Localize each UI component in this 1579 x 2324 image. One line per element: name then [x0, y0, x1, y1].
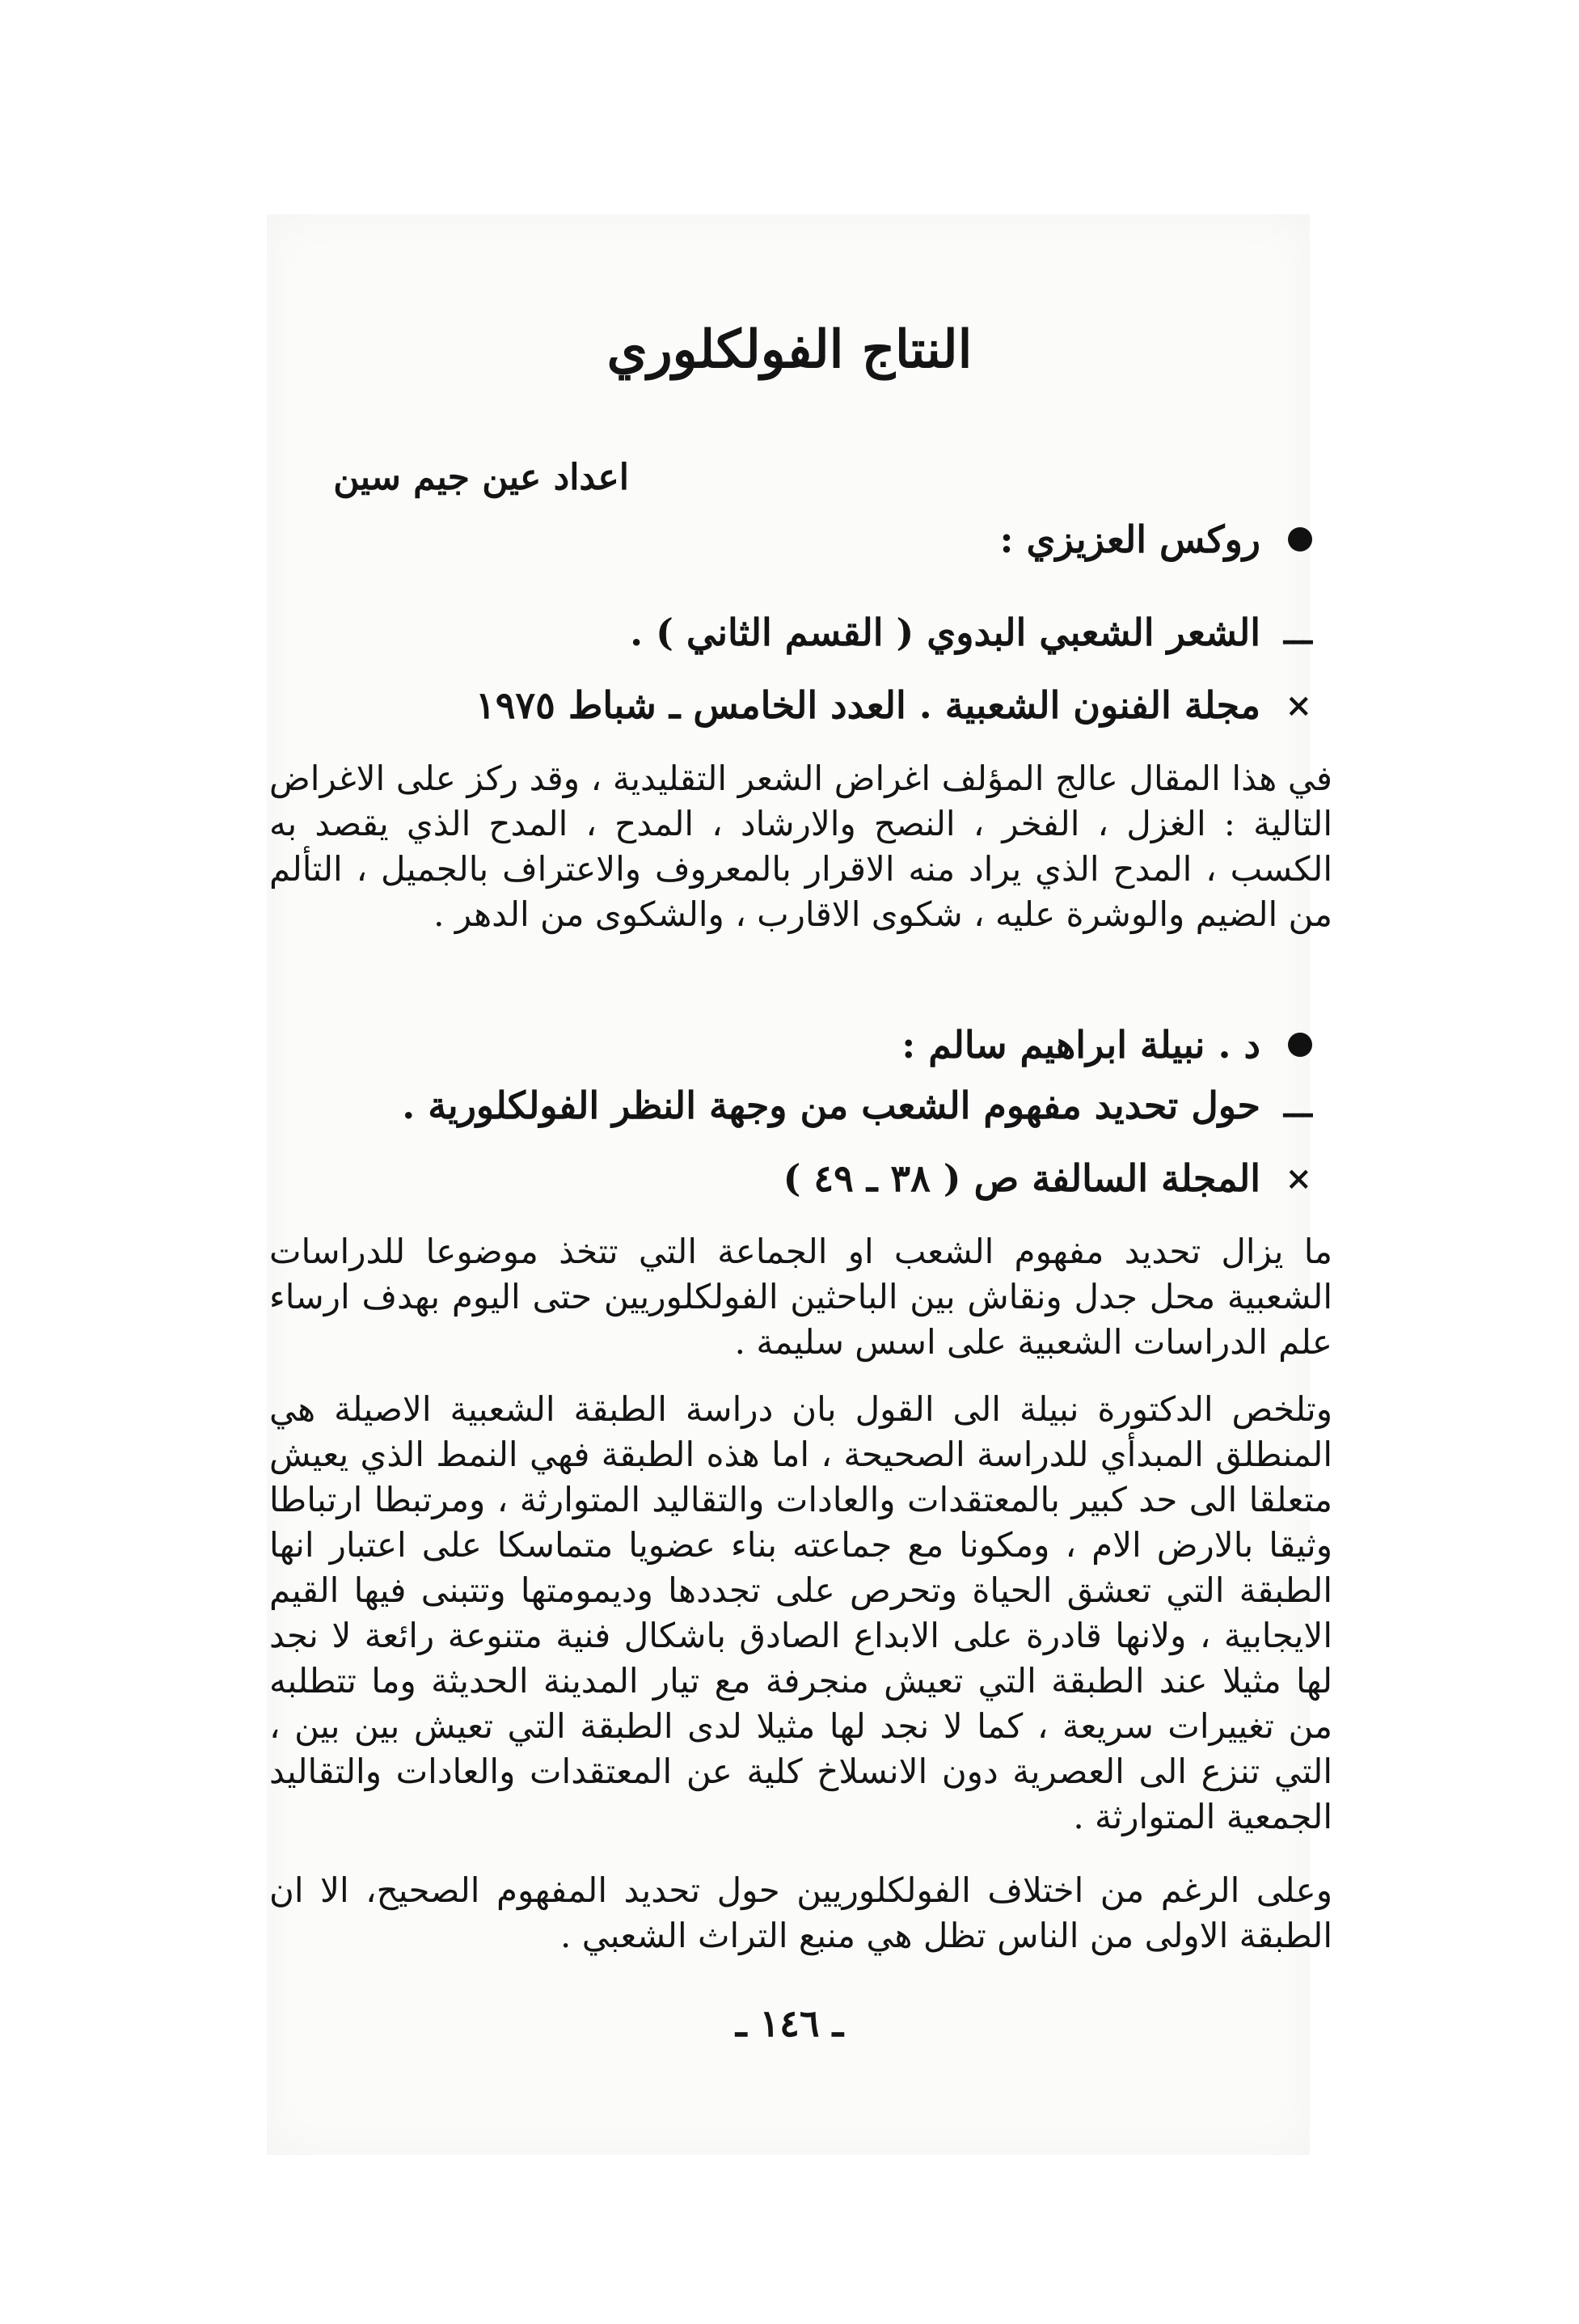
entry-2-paragraph-2: وتلخص الدكتورة نبيلة الى القول بان دراسة الطبقة الشعبية الاصيلة هي المنطلق المبدأي للدراسة الصحيحة ، اما هذه الطبقة فهي النمط الذي يعيش متعلقا الى حد كبير بالمعتقدات والعادات والتقاليد المتوارثة ، ومرتبطا ارتباطا وثيقا بالارض الام ، ومكونا مع جماعته بناء عضويا متماسكا على اعتبار انها الطبقة التي تعشق الحياة وتحرص على تجددها وديمومتها وتتبنى فيها القيم الايجابية ، ولانها قادرة على الابداع الصادق باشكال فنية متنوعة رائعة لا نجد لها مثيلا عند الطبقة التي تعيش منجرفة مع تيار المدينة الحديثة وما تتطلبه من تغييرات سريعة ، كما لا نجد لها مثيلا لدى الطبقة التي تعيش بين بين ، التي تنزع الى العصرية دون الانسلاخ كلية عن المعتقدات والعادات والتقاليد الجمعية المتوارثة . [269, 1389, 1333, 1836]
page-title: النتاج الفولكلوري [606, 319, 973, 380]
bullet-dot-icon [1288, 1033, 1312, 1057]
author-name: د . نبيلة ابراهيم سالم : [901, 1023, 1260, 1067]
entry-1-source [475, 683, 1312, 727]
page-number: ـ ١٤٦ ـ [735, 2001, 844, 2045]
cross-icon: × [1285, 686, 1312, 725]
cross-icon: × [1285, 1159, 1312, 1198]
entry-2-paragraph-1: ما يزال تحديد مفهوم الشعب او الجماعة التي تتخذ موضوعا للدراسات الشعبية محل جدل ونقاش بين الباحثين الفولكلوريين حتى اليوم بهدف ارساء علم الدراسات الشعبية على اسس سليمة . [269, 1232, 1332, 1362]
bullet-dot-icon [1288, 527, 1312, 551]
entry-1-paragraph-1: في هذا المقال عالج المؤلف اغراض الشعر التقليدية ، وقد ركز على الاغراض التالية : الغزل ، الفخر ، النصح والارشاد ، المدح ، المدح الذي يقصد به الكسب ، المدح الذي يراد منه الاقرار بالمعروف والاعتراف بالجميل ، التألم من الضيم والوشرة عليه ، شكوى الاقارب ، والشكوى من الدهر . [269, 758, 1332, 934]
article-title: الشعر الشعبي البدوي ( القسم الثاني ) . [630, 611, 1260, 654]
entry-2-paragraph-3: وعلى الرغم من اختلاف الفولكلوريين حول تحديد المفهوم الصحيح، الا ان الطبقة الاولى من الناس تظل هي منبع التراث الشعبي . [269, 1870, 1332, 1955]
byline: اعداد عين جيم سين [333, 457, 629, 498]
entry-2-author [901, 1023, 1312, 1067]
entry-1-author [999, 518, 1312, 561]
dash-icon: ـــ [1283, 613, 1312, 652]
author-name: روكس العزيزي : [999, 518, 1260, 561]
source-citation: مجلة الفنون الشعبية . العدد الخامس ـ شباط ١٩٧٥ [475, 683, 1260, 727]
entry-1-article [630, 611, 1312, 654]
dash-icon: ـــ [1283, 1086, 1312, 1125]
source-citation: المجلة السالفة ص ( ٣٨ ـ ٤٩ ) [783, 1156, 1260, 1200]
entry-2-article [402, 1084, 1312, 1127]
entry-2-source [783, 1156, 1312, 1200]
article-title: حول تحديد مفهوم الشعب من وجهة النظر الفولكلورية . [402, 1084, 1260, 1127]
